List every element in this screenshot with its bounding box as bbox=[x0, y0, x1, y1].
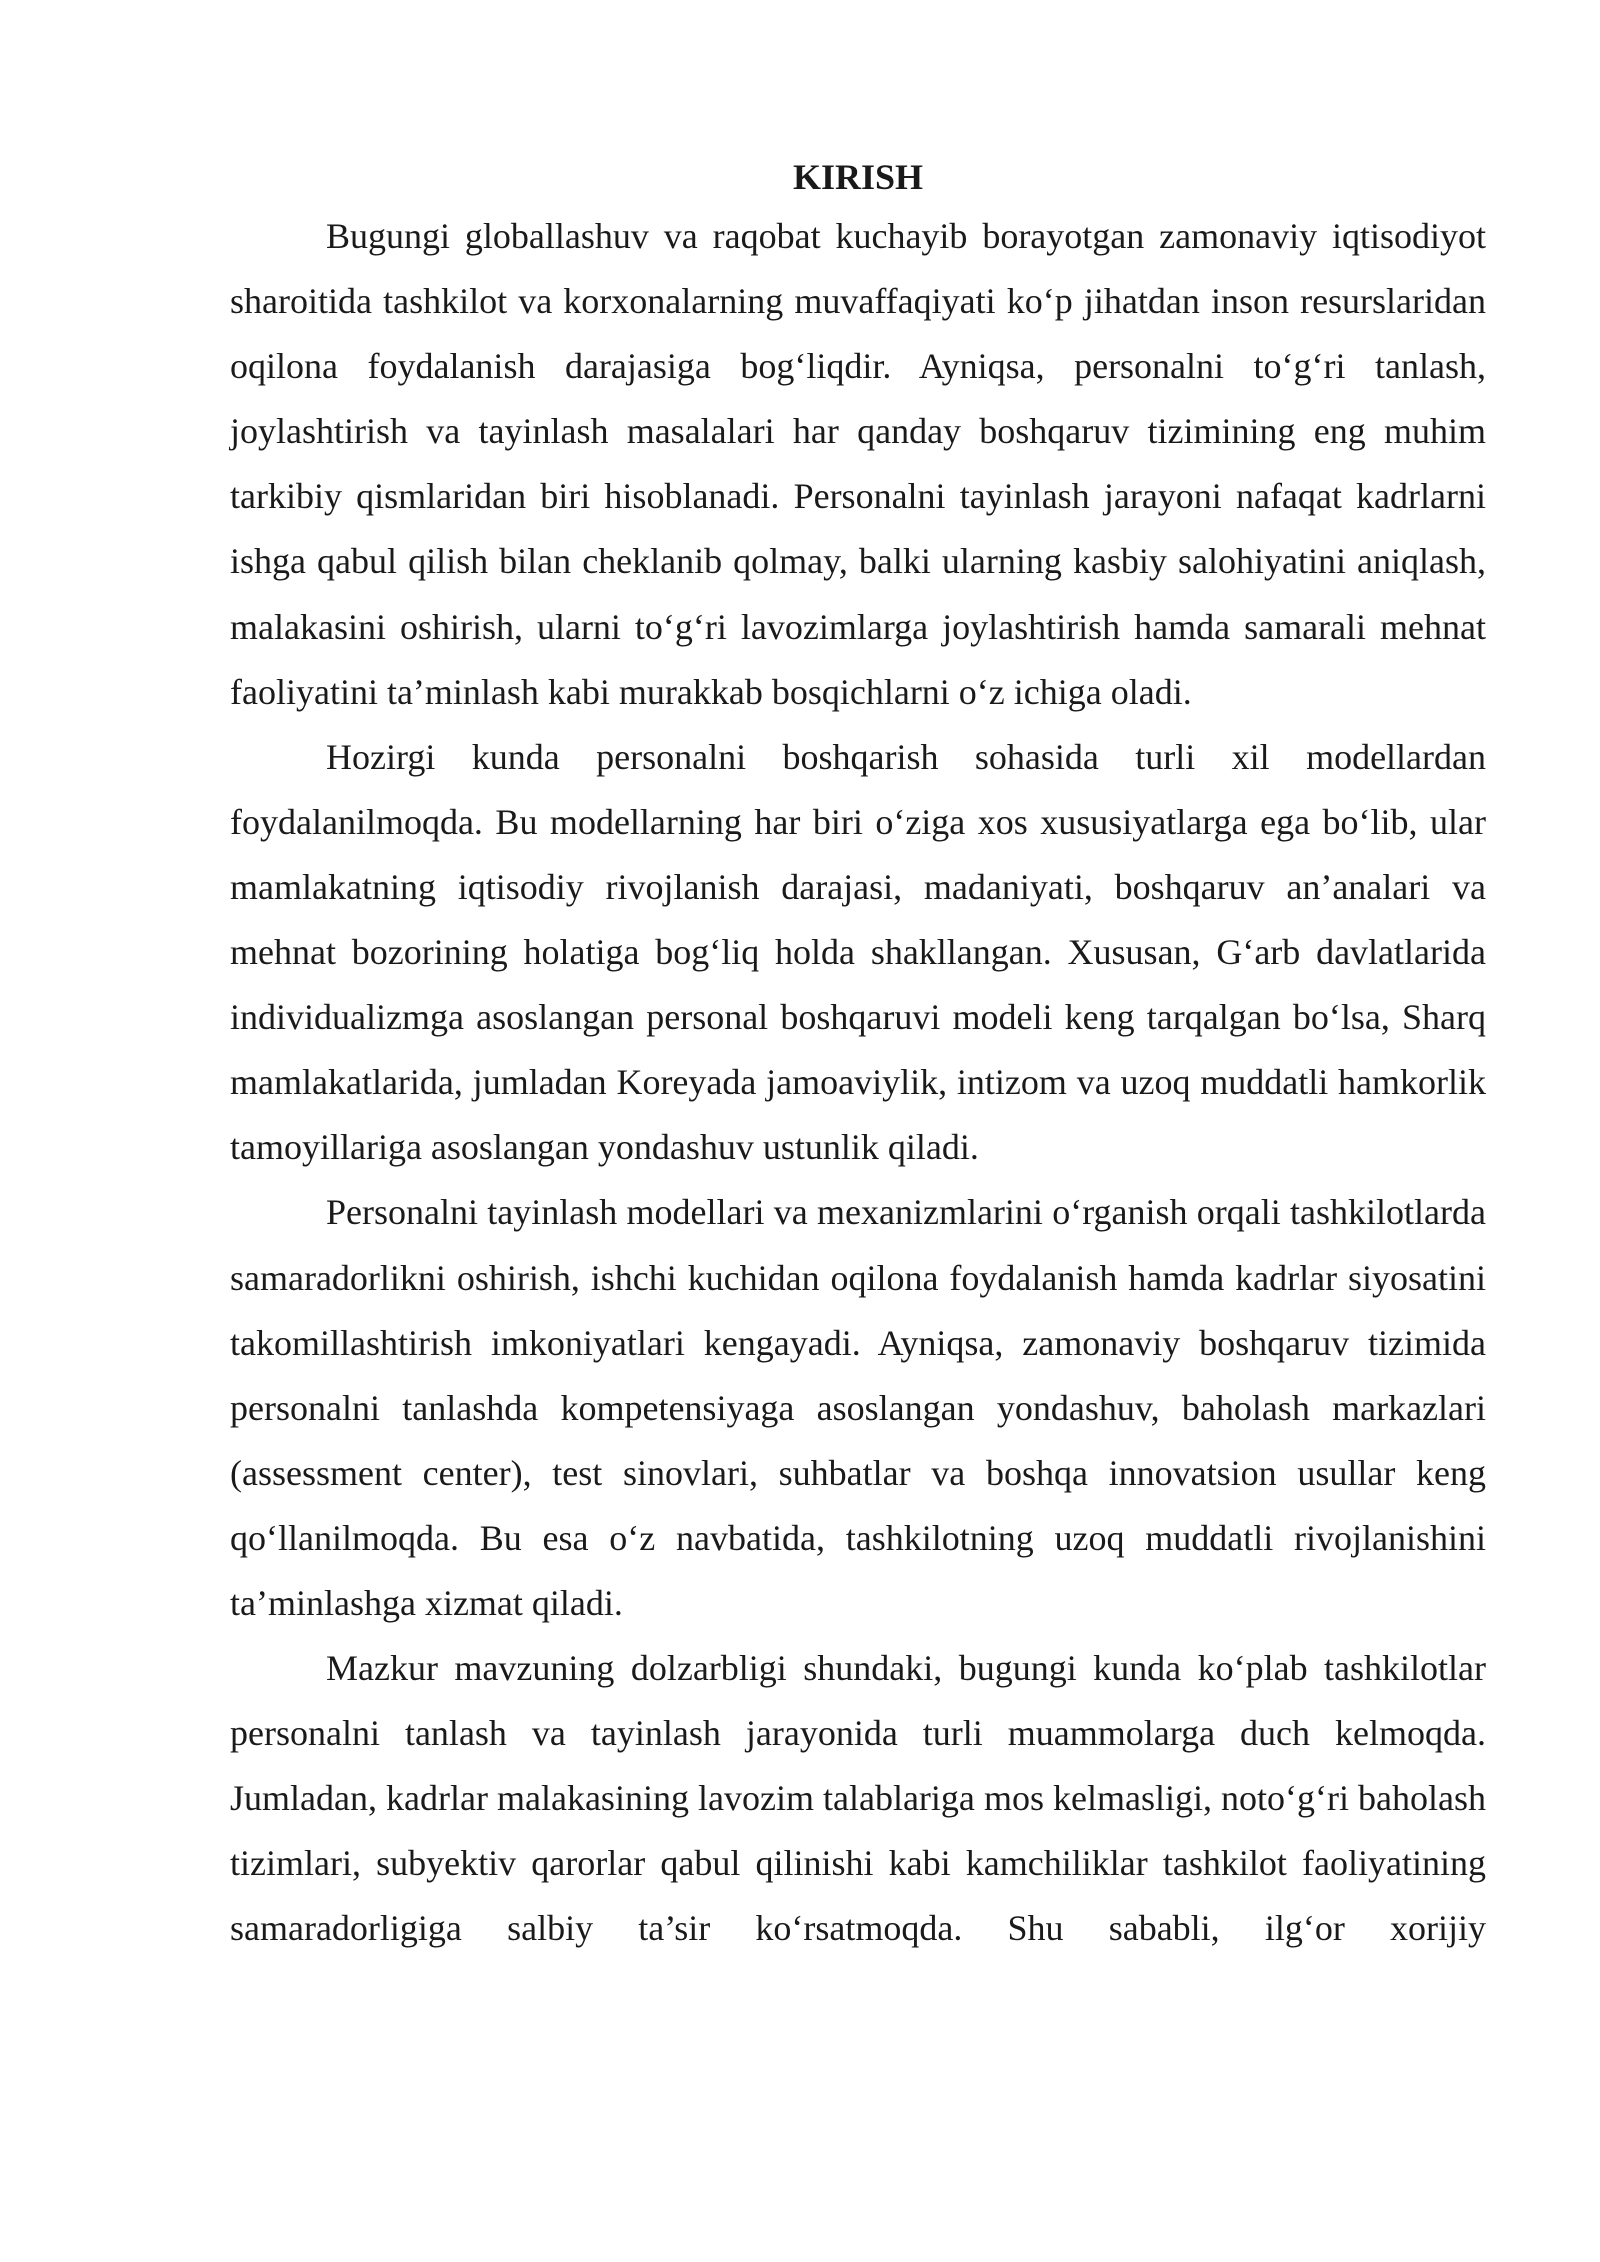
paragraph-2: Hozirgi kunda personalni boshqarish sohasida turli xil modellardan foydalanilmoqda. Bu modellarning har biri o‘ziga xos xususiyatlarga ega bo‘lib, ular mamlakatning iqtisodiy rivojlanish darajasi, madaniyati, boshqaruv an’analari va mehnat bozorining holatiga bog‘liq holda shakllangan. Xususan, G‘arb davlatlarida individualizmga asoslangan personal boshqaruvi modeli keng tarqalgan bo‘lsa, Sharq mamlakatlarida, jumladan Koreyada jamoaviylik, intizom va uzoq muddatli hamkorlik tamoyillariga asoslangan yondashuv ustunlik qiladi. bbox=[230, 736, 1486, 1168]
document-body bbox=[230, 150, 1486, 1962]
paragraph-4: Mazkur mavzuning dolzarbligi shundaki, bugungi kunda ko‘plab tashkilotlar personalni tanlash va tayinlash jarayonida turli muammolarga duch kelmoqda. Jumladan, kadrlar malakasining lavozim talablariga mos kelmasligi, noto‘g‘ri baholash tizimlari, subyektiv qarorlar qabul qilinishi kabi kamchiliklar tashkilot faoliyatining samaradorligiga salbiy ta’sir ko‘rsatmoqda. Shu sababli, ilg‘or xorijiy bbox=[230, 1648, 1486, 1949]
paragraph-1: Bugungi globallashuv va raqobat kuchayib borayotgan zamonaviy iqtisodiyot sharoitida tashkilot va korxonalarning muvaffaqiyati ko‘p jihatdan inson resurslaridan oqilona foydalanish darajasiga bog‘liqdir. Ayniqsa, personalni to‘g‘ri tanlash, joylashtirish va tayinlash masalalari har qanday boshqaruv tizimining eng muhim tarkibiy qismlaridan biri hisoblanadi. Personalni tayinlash jarayoni nafaqat kadrlarni ishga qabul qilish bilan cheklanib qolmay, balki ularning kasbiy salohiyatini aniqlash, malakasini oshirish, ularni to‘g‘ri lavozimlarga joylashtirish hamda samarali mehnat faoliyatini ta’minlash kabi murakkab bosqichlarni o‘z ichiga oladi. bbox=[230, 216, 1486, 712]
section-heading: KIRISH bbox=[792, 157, 924, 197]
paragraph-3: Personalni tayinlash modellari va mexanizmlarini o‘rganish orqali tashkilotlarda samaradorlikni oshirish, ishchi kuchidan oqilona foydalanish hamda kadrlar siyosatini takomillashtirish imkoniyatlari kengayadi. Ayniqsa, zamonaviy boshqaruv tizimida personalni tanlashda kompetensiyaga asoslangan yondashuv, baholash markazlari (assessment center), test sinovlari, suhbatlar va boshqa innovatsion usullar keng qo‘llanilmoqda. Bu esa o‘z navbatida, tashkilotning uzoq muddatli rivojlanishini ta’minlashga xizmat qiladi. bbox=[230, 1192, 1486, 1623]
